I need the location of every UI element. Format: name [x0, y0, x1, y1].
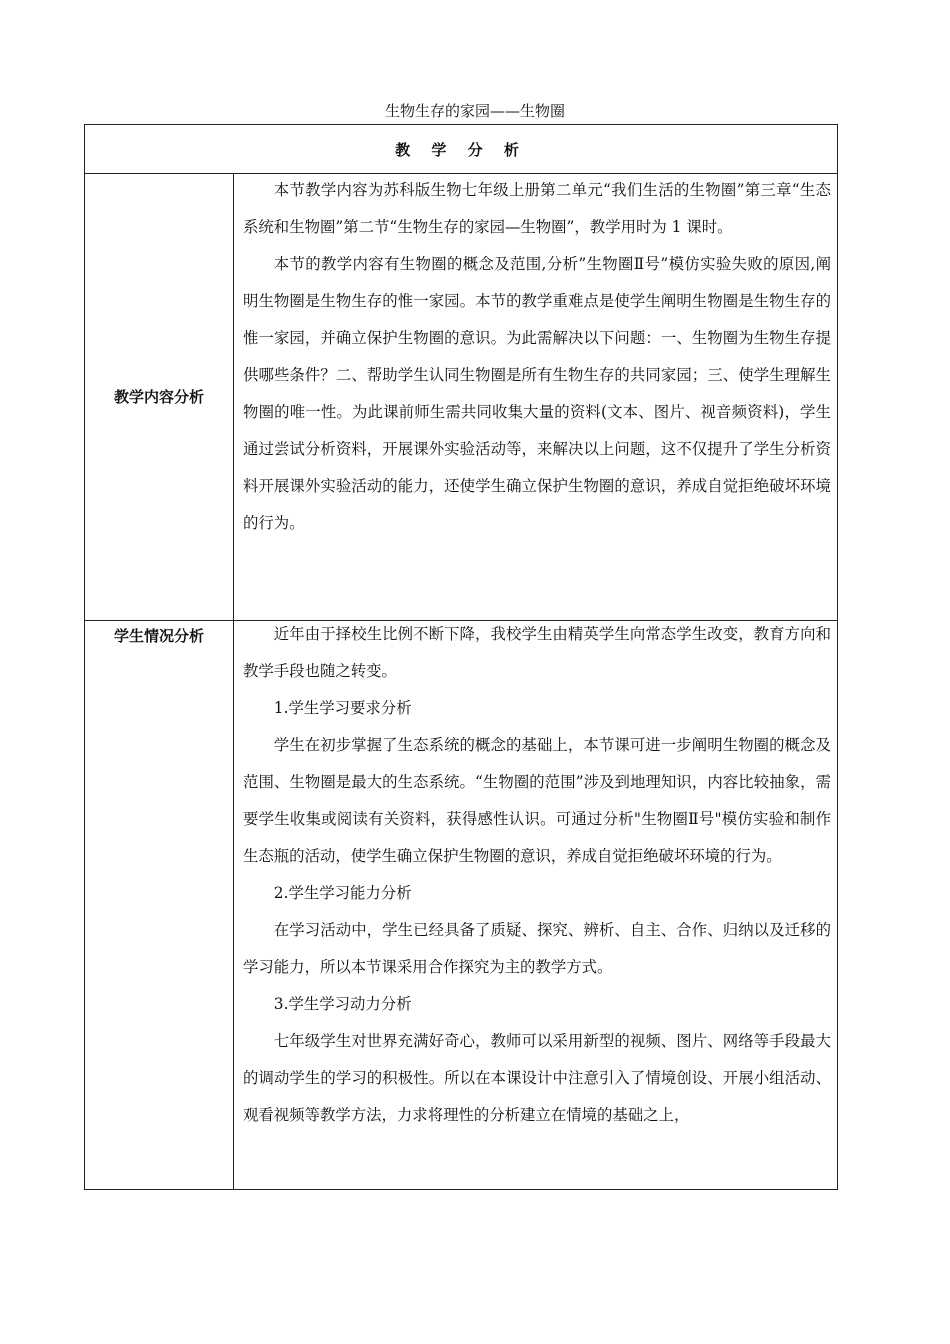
content-analysis-text	[243, 172, 831, 542]
column-divider	[233, 173, 234, 1189]
paragraph: 七年级学生对世界充满好奇心，教师可以采用新型的视频、图片、网络等手段最大的调动学生的学习的积极性。所以在本课设计中注意引入了情境创设、开展小组活动、观看视频等教学方法，力求将理性的分析建立在情境的基础之上，	[243, 1032, 831, 1124]
paragraph: 本节教学内容为苏科版生物七年级上册第二单元“我们生活的生物圈”第三章“生态系统和生物圈”第二节“生物生存的家园—生物圈”，教学用时为 1 课时。	[243, 181, 831, 236]
section-heading: 3.学生学习动力分析	[273, 995, 412, 1013]
row-label-content-analysis: 教学内容分析	[113, 388, 204, 406]
section-heading: 1.学生学习要求分析	[273, 699, 412, 717]
section-heading: 2.学生学习能力分析	[273, 884, 412, 902]
document-title: 生物生存的家园——生物圈	[384, 102, 565, 120]
paragraph: 本节的教学内容有生物圈的概念及范围,分析”生物圈Ⅱ号”模仿实验失败的原因,阐明生物圈是生物生存的惟一家园。本节的教学重难点是使学生阐明生物圈是生物生存的惟一家园，并确立保护生物圈的意识。为此需解决以下问题：一、生物圈为生物生存提供哪些条件？二、帮助学生认同生物圈是所有生物生存的共同家园；三、使学生理解生物圈的唯一性。为此课前师生需共同收集大量的资料(文本、图片、视音频资料)，学生通过尝试分析资料，开展课外实验活动等，来解决以上问题，这不仅提升了学生分析资料开展课外实验活动的能力，还使学生确立保护生物圈的意识，养成自觉拒绝破坏环境的行为。	[243, 255, 831, 532]
paragraph: 在学习活动中，学生已经具备了质疑、探究、辨析、自主、合作、归纳以及迁移的学习能力，所以本节课采用合作探究为主的教学方式。	[243, 921, 831, 976]
table-header: 教 学 分 析	[395, 140, 527, 159]
row-label-student-analysis: 学生情况分析	[113, 627, 204, 645]
analysis-table	[84, 124, 838, 1190]
paragraph: 学生在初步掌握了生态系统的概念的基础上，本节课可进一步阐明生物圈的概念及范围、生物圈是最大的生态系统。“生物圈的范围”涉及到地理知识，内容比较抽象，需要学生收集或阅读有关资料，获得感性认识。可通过分析"生物圈Ⅱ号"模仿实验和制作生态瓶的活动，使学生确立保护生物圈的意识，养成自觉拒绝破坏环境的行为。	[243, 736, 831, 865]
student-analysis-text	[243, 616, 831, 1134]
paragraph: 近年由于择校生比例不断下降，我校学生由精英学生向常态学生改变，教育方向和教学手段也随之转变。	[243, 625, 831, 680]
